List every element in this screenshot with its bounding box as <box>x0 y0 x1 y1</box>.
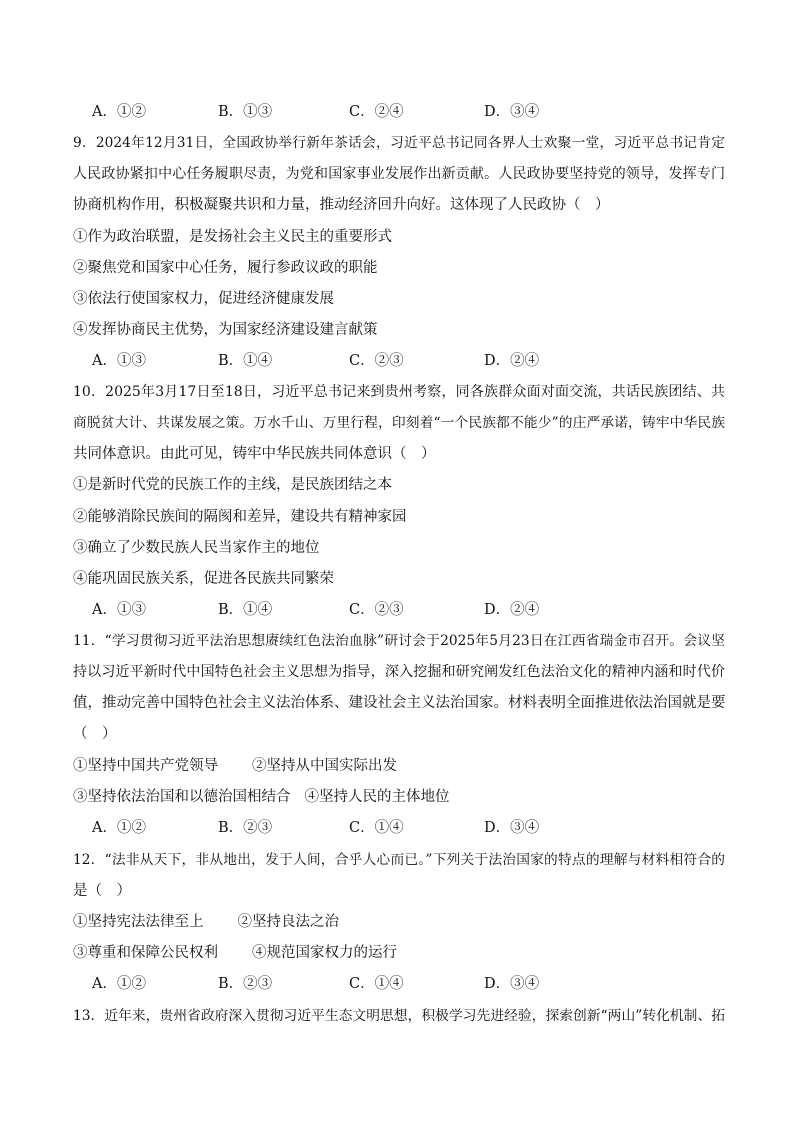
q12-stem-line-2: 是（ ） <box>73 883 131 899</box>
q12-choice-a[interactable]: A．①② <box>92 976 146 992</box>
q9-choice-d[interactable]: D．②④ <box>484 353 540 369</box>
q10-stem-line-1: 10．2025年3月17日至18日，习近平总书记来到贵州考察，同各族群众面对面交流，共话民族团结、共 <box>73 384 725 400</box>
q10-option-2: ②能够消除民族间的隔阂和差异，建设共有精神家园 <box>73 509 407 525</box>
q11-option-1: ①坚持中国共产党领导 <box>73 758 218 774</box>
q12-options-row-1 <box>73 912 725 932</box>
q8-choice-d[interactable]: D．③④ <box>484 104 540 120</box>
q9-choice-c[interactable]: C．②③ <box>349 353 404 369</box>
q10-choice-d[interactable]: D．②④ <box>484 602 540 618</box>
q8-choice-a[interactable]: A．①② <box>92 104 146 120</box>
q11-options-row-2 <box>73 787 725 807</box>
q10-stem-line-3: 共同体意识。由此可见，铸牢中华民族共同体意识（ ） <box>73 446 436 462</box>
q9-choice-b[interactable]: B．①④ <box>218 353 273 369</box>
q11-option-4: ④坚持人民的主体地位 <box>304 789 450 805</box>
q9-stem-line-1: 9．2024年12月31日，全国政协举行新年茶话会，习近平总书记同各界人士欢聚一堂，习近平总书记肯定 <box>73 135 725 151</box>
q12-options-row-2 <box>73 943 725 963</box>
q11-choice-d[interactable]: D．③④ <box>484 820 540 836</box>
q8-choice-c[interactable]: C．②④ <box>349 104 404 120</box>
q10-option-1: ①是新时代党的民族工作的主线，是民族团结之本 <box>73 477 392 493</box>
q12-option-3: ③尊重和保障公民权利 <box>73 945 218 961</box>
q11-stem-line-4: （ ） <box>73 726 117 742</box>
q10-choice-b[interactable]: B．①④ <box>218 602 273 618</box>
q11-stem-line-1: 11．“学习贯彻习近平法治思想赓续红色法治血脉”研讨会于2025年5月23日在江西省瑞金市召开。会议坚 <box>73 633 725 649</box>
q12-choice-b[interactable]: B．②③ <box>218 976 273 992</box>
q11-options-row-1 <box>73 756 725 776</box>
q8-choice-b[interactable]: B．①③ <box>218 104 273 120</box>
q10-choice-a[interactable]: A．①③ <box>92 602 146 618</box>
q9-option-4: ④发挥协商民主优势，为国家经济建设建言献策 <box>73 322 378 338</box>
q10-option-4: ④能巩固民族关系，促进各民族共同繁荣 <box>73 571 334 587</box>
q9-stem-line-3: 协商机构作用，积极凝聚共识和力量，推动经济回升向好。这体现了人民政协（ ） <box>73 197 610 213</box>
q10-stem-line-2: 商脱贫大计、共谋发展之策。万水千山、万里行程，印刻着“一个民族都不能少”的庄严承诺，铸牢中华民族 <box>73 415 725 431</box>
q9-stem-line-2: 人民政协紧扣中心任务履职尽责，为党和国家事业发展作出新贡献。人民政协要坚持党的领导，发挥专门 <box>73 166 725 182</box>
q10-choice-c[interactable]: C．②③ <box>349 602 404 618</box>
q11-stem-line-2: 持以习近平新时代中国特色社会主义思想为指导，深入挖掘和研究阐发红色法治文化的精神内涵和时代价 <box>73 664 725 680</box>
q12-stem-line-1: 12．“法非从天下，非从地出，发于人间，合乎人心而已。”下列关于法治国家的特点的理解与材料相符合的 <box>73 852 725 868</box>
q9-option-2: ②聚焦党和国家中心任务，履行参政议政的职能 <box>73 260 378 276</box>
q11-choice-b[interactable]: B．②③ <box>218 820 273 836</box>
q12-option-2: ②坚持良法之治 <box>237 914 339 930</box>
q11-option-2: ②坚持从中国实际出发 <box>252 758 397 774</box>
q12-option-1: ①坚持宪法法律至上 <box>73 914 204 930</box>
q9-option-3: ③依法行使国家权力，促进经济健康发展 <box>73 291 334 307</box>
q10-option-3: ③确立了少数民族人民当家作主的地位 <box>73 540 320 556</box>
q12-choice-c[interactable]: C．①④ <box>349 976 404 992</box>
q13-stem-line-1: 13．近年来，贵州省政府深入贯彻习近平生态文明思想，积极学习先进经验，探索创新“两山”转化机制、拓 <box>73 1008 725 1024</box>
q11-stem-line-3: 值，推动完善中国特色社会主义法治体系、建设社会主义法治国家。材料表明全面推进依法治国就是要 <box>73 695 726 711</box>
q11-choice-a[interactable]: A．①② <box>92 820 146 836</box>
q9-option-1: ①作为政治联盟，是发扬社会主义民主的重要形式 <box>73 229 392 245</box>
q12-option-4: ④规范国家权力的运行 <box>252 945 397 961</box>
q11-choice-c[interactable]: C．①④ <box>349 820 404 836</box>
q9-choice-a[interactable]: A．①③ <box>92 353 146 369</box>
q12-choice-d[interactable]: D．③④ <box>484 976 540 992</box>
q11-option-3: ③坚持依法治国和以德治国相结合 <box>73 789 291 805</box>
